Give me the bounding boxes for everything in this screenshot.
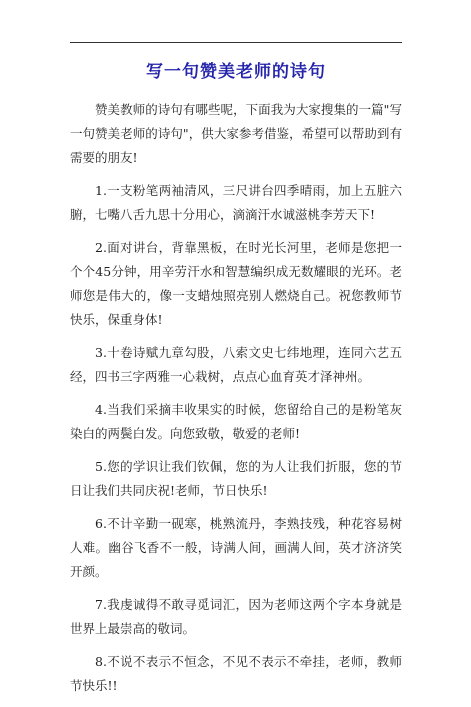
poem-paragraph-4: 4.当我们采摘丰收果实的时候，您留给自己的是粉笔灰染白的两鬓白发。向您致敬，敬爱的老师! (70, 402, 402, 441)
intro-paragraph: 赞美教师的诗句有哪些呢，下面我为大家搜集的一篇"写一句赞美老师的诗句"，供大家参考借鉴，希望可以帮助到有需要的朋友! (70, 102, 402, 165)
poem-paragraph-1: 1.一支粉笔两袖清风，三尺讲台四季晴雨，加上五脏六腑，七嘴八舌九思十分用心，滴滴汗水诚滋桃李芳天下! (70, 183, 402, 222)
poem-paragraph-6: 6.不计辛勤一砚寒，桃熟流丹，李熟技残，种花容易树人难。幽谷飞香不一般，诗满人间，画满人间，英才济济笑开颜。 (70, 516, 402, 579)
poem-paragraph-3: 3.十卷诗赋九章勾股，八索文史七纬地理，连同六艺五经，四书三字两雅一心栽树，点点心血育英才泽神州。 (70, 345, 402, 384)
poem-paragraph-8: 8.不说不表示不恒念，不见不表示不牵挂，老师，教师节快乐!! (70, 654, 402, 693)
header-rule (70, 42, 402, 43)
document-body (70, 98, 402, 707)
poem-paragraph-7: 7.我虔诚得不敢寻觅词汇，因为老师这两个字本身就是世界上最崇高的敬词。 (70, 597, 402, 636)
poem-paragraph-2: 2.面对讲台，背靠黑板，在时光长河里，老师是您把一个个45分钟，用辛劳汗水和智慧编织成无数耀眼的光环。老师您是伟大的，像一支蜡烛照亮别人燃烧自己。祝您教师节快乐，保重身体! (70, 240, 402, 327)
document-title: 写一句赞美老师的诗句 (146, 62, 326, 82)
poem-paragraph-5: 5.您的学识让我们钦佩，您的为人让我们折服，您的节日让我们共同庆祝!老师，节日快乐! (70, 459, 402, 498)
